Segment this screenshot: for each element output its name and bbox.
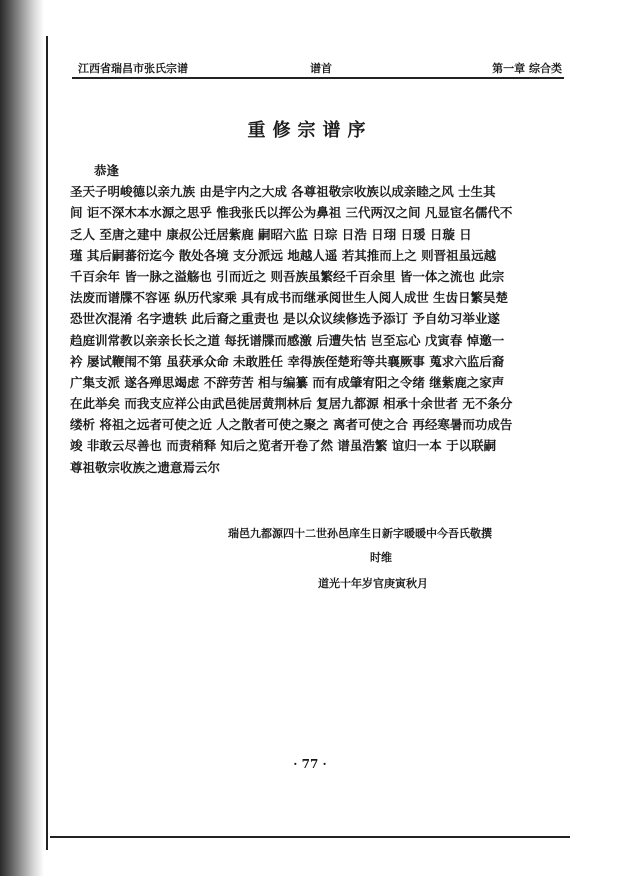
body-line: 在此举矣 而我支应祥公由武邑徙居黄荆林后 复居九都源 相承十余世者 无不条分 (70, 396, 513, 412)
body-line: 法废而谱牒不容诬 纵历代家乘 具有成书而继承阅世生人阅人成世 生齿日繁吴楚 (70, 290, 509, 306)
header-book-title: 江西省瑞昌市张氏宗谱 (78, 62, 188, 75)
body-line: 恭逢 (94, 163, 120, 178)
body-line: 尊祖敬宗收族之遗意焉云尔 (70, 459, 221, 475)
page-title: 重修宗谱序 (247, 120, 373, 141)
running-header (78, 60, 562, 76)
author-line: 瑞邑九都源四十二世孙邑庠生日新字暖暖中今吾氏敬撰 (228, 527, 492, 540)
page-number: · 77 · (293, 757, 327, 771)
body-line: 千百余年 皆一脉之溢觞也 引而近之 则吾族虽繁经千百余里 皆一体之流也 此宗 (70, 268, 505, 284)
body-line: 竣 非敢云尽善也 而责稍释 知后之览者开卷了然 谱虽浩繁 谊归一本 于以联嗣 (70, 438, 497, 454)
date-intro: 时维 (370, 551, 392, 564)
body-line: 乏人 至唐之建中 康叔公迁居紫鹿 嗣昭六监 日琮 日浩 日珝 日瑗 日璇 日 (70, 226, 472, 242)
page-left-rule (46, 36, 48, 850)
date-line: 道光十年岁官庚寅秋月 (318, 577, 428, 590)
body-line: 衿 屡试鞭闱不第 虽获承众命 未敢胜任 幸得族侄楚珩等共襄厥事 蒐求六监后裔 (70, 353, 505, 369)
body-line: 间 讵不深木本水源之思乎 惟我张氏以挥公为鼻祖 三代两汉之间 凡显宦名儒代不 (70, 205, 513, 221)
body-line: 瑾 其后嗣蕃衍迄今 散处各境 支分派远 地越人遥 若其推而上之 则晋祖虽远越 (70, 247, 497, 263)
header-rule (72, 77, 564, 79)
body-line: 圣天子明峻德以亲九族 由是宇内之大成 各尊祖敬宗收族以成亲睦之风 士生其 (70, 184, 496, 200)
body-line: 缕析 将祖之远者可使之近 人之散者可使之聚之 离者可使之合 再经寒暑而功成告 (70, 417, 513, 433)
footer-rule (50, 836, 570, 838)
body-line: 广集支派 遂各殚思竭虑 不辞劳苦 相与编纂 而有成肇宥阳之令绪 继紫鹿之家声 (70, 374, 505, 390)
body-line: 趋庭训常教以亲亲长长之道 每抚谱牒而感激 后遭失怙 岂至忘心 戊寅春 悼邀一 (70, 332, 505, 348)
header-section: 谱首 (310, 62, 332, 75)
header-chapter: 第一章 综合类 (492, 62, 562, 75)
body-line: 恐世次混淆 名字遗轶 此后裔之重责也 是以众议续修选予添订 予自幼习举业遂 (70, 311, 500, 327)
preface-body (70, 160, 560, 478)
